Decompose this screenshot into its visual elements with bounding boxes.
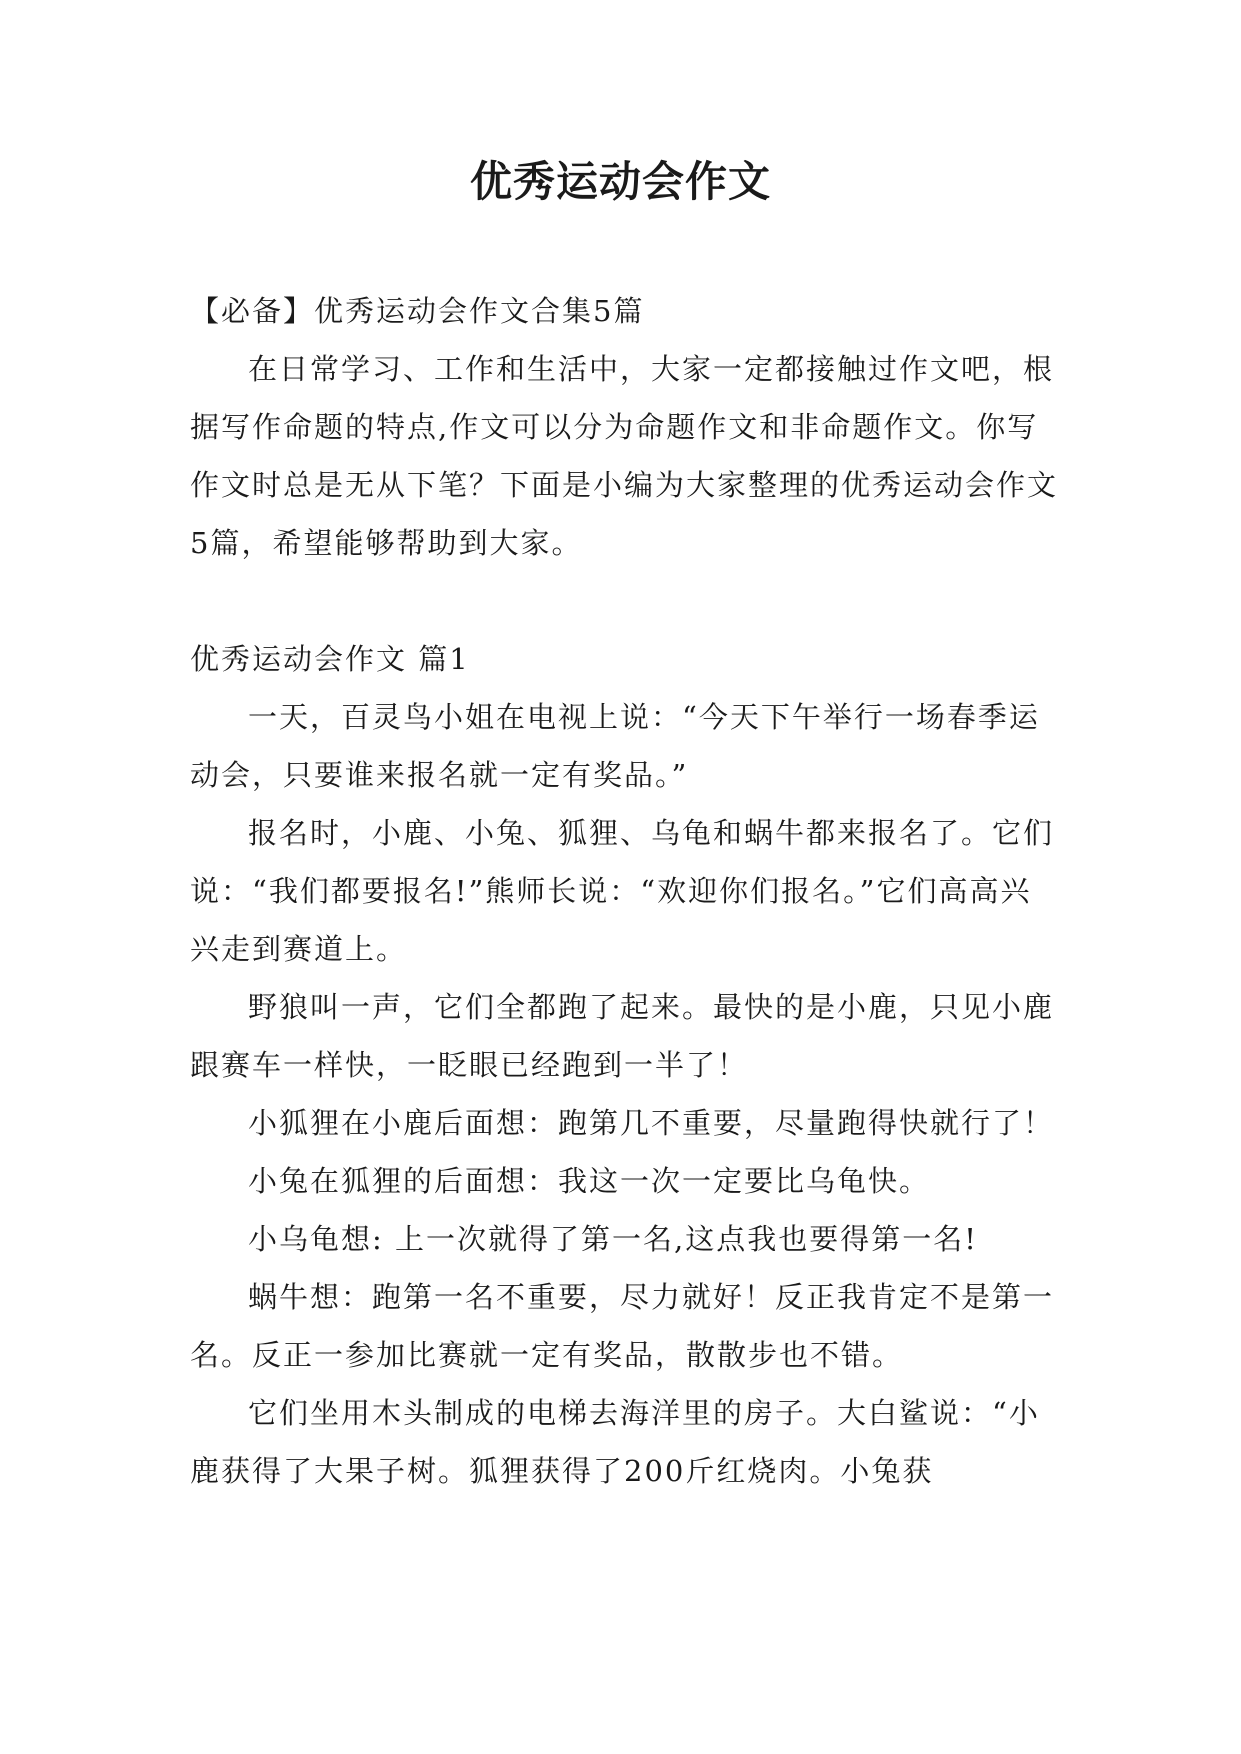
document-title: 优秀运动会作文 [469, 157, 771, 206]
body-paragraph: 小乌龟想: 上一次就得了第一名,这点我也要得第一名! [248, 1222, 978, 1256]
body-paragraph: 小兔在狐狸的后面想：我这一次一定要比乌龟快。 [248, 1164, 931, 1198]
body-paragraph: 野狼叫一声，它们全都跑了起来。最快的是小鹿，只见小鹿跟赛车一样快，一眨眼已经跑到一半了！ [190, 990, 1055, 1082]
body-paragraph: 小狐狸在小鹿后面想：跑第几不重要，尽量跑得快就行了！ [248, 1106, 1055, 1140]
body-paragraph: 蜗牛想：跑第一名不重要，尽力就好！反正我肯定不是第一名。反正一参加比赛就一定有奖品，散散步也不错。 [190, 1280, 1055, 1372]
section-heading: 优秀运动会作文 篇1 [190, 642, 470, 676]
intro-paragraph: 在日常学习、工作和生活中，大家一定都接触过作文吧，根据写作命题的特点,作文可以分为命题作文和非命题作文。你写作文时总是无从下笔？下面是小编为大家整理的优秀运动会作文5篇，希望能够帮助到大家。 [190, 352, 1059, 560]
body-paragraph: 它们坐用木头制成的电梯去海洋里的房子。大白鲨说：“小鹿获得了大果子树。狐狸获得了200斤红烧肉。小兔获 [190, 1396, 1040, 1488]
document-subtitle: 【必备】优秀运动会作文合集5篇 [190, 294, 645, 328]
section-spacer [190, 572, 1060, 630]
body-paragraph: 一天，百灵鸟小姐在电视上说：“今天下午举行一场春季运动会，只要谁来报名就一定有奖品。” [190, 700, 1040, 792]
document-body [190, 282, 1060, 1500]
body-paragraph: 报名时，小鹿、小兔、狐狸、乌龟和蜗牛都来报名了。它们说：“我们都要报名!”熊师长说：“欢迎你们报名。”它们高高兴兴走到赛道上。 [190, 816, 1055, 966]
